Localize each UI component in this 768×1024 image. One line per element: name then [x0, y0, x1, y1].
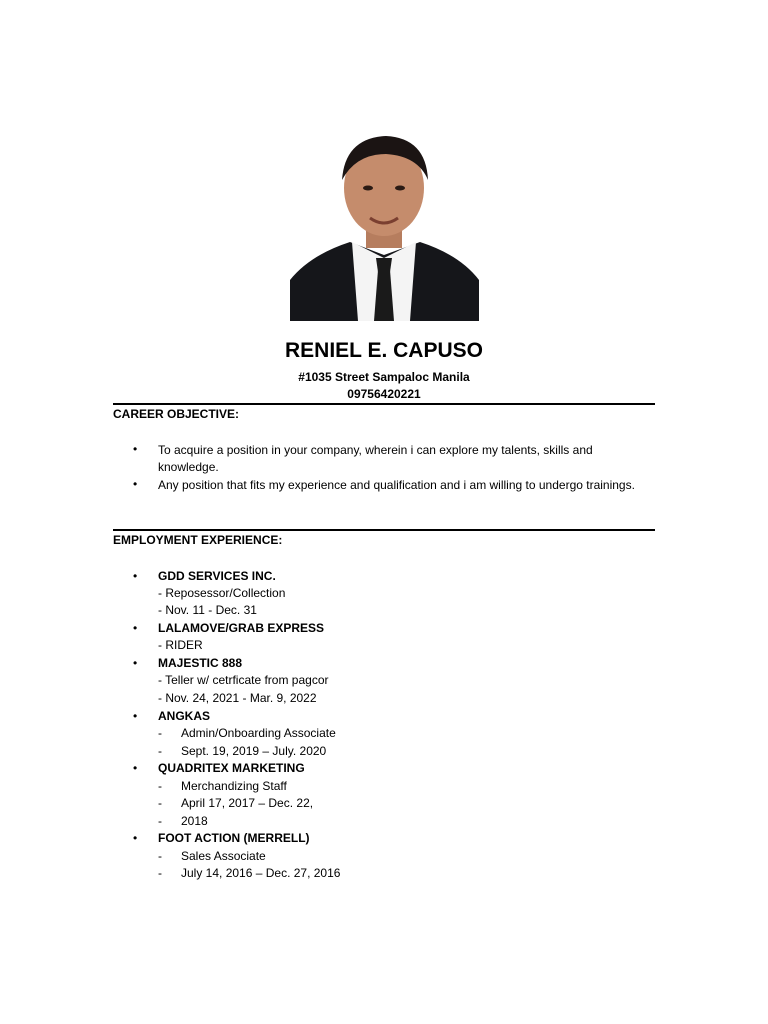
dash-marker: -	[158, 849, 162, 863]
bullet-icon: •	[133, 569, 138, 583]
applicant-name: RENIEL E. CAPUSO	[285, 339, 483, 362]
bullet-icon: •	[133, 621, 138, 635]
bullet-icon: •	[133, 656, 138, 670]
dash-marker: -	[158, 744, 162, 758]
dash-marker: -	[158, 814, 162, 828]
job-company: FOOT ACTION (MERRELL)	[158, 831, 310, 845]
job-company: ANGKAS	[158, 709, 211, 723]
job-detail: - Nov. 11 - Dec. 31	[158, 603, 257, 617]
job-detail: Sales Associate	[181, 849, 266, 863]
bullet-icon: •	[133, 831, 138, 845]
job-detail: - Nov. 24, 2021 - Mar. 9, 2022	[158, 691, 317, 705]
applicant-phone: 09756420221	[347, 387, 421, 401]
job-detail: - RIDER	[158, 638, 203, 652]
applicant-address: #1035 Street Sampaloc Manila	[298, 370, 470, 384]
job-detail: Sept. 19, 2019 – July. 2020	[181, 744, 327, 758]
dash-marker: -	[158, 726, 162, 740]
dash-marker: -	[158, 779, 162, 793]
job-detail: Admin/Onboarding Associate	[181, 726, 336, 740]
employment-heading: EMPLOYMENT EXPERIENCE:	[113, 533, 283, 547]
profile-photo	[290, 130, 479, 321]
bullet-icon: •	[133, 477, 138, 491]
dash-marker: -	[158, 866, 162, 880]
bullet-icon: •	[133, 761, 138, 775]
job-detail: April 17, 2017 – Dec. 22,	[181, 796, 314, 810]
bullet-icon: •	[133, 709, 138, 723]
job-detail: Merchandizing Staff	[181, 779, 287, 793]
job-detail: 2018	[181, 814, 208, 828]
job-company: LALAMOVE/GRAB EXPRESS	[158, 621, 325, 635]
job-detail: July 14, 2016 – Dec. 27, 2016	[181, 866, 341, 880]
job-company: QUADRITEX MARKETING	[158, 761, 305, 775]
bullet-icon: •	[133, 442, 138, 456]
objective-item: To acquire a position in your company, wherein i can explore my talents, skills and knowledge.	[158, 443, 593, 474]
job-company: MAJESTIC 888	[158, 656, 243, 670]
job-company: GDD SERVICES INC.	[158, 569, 276, 583]
objective-item: Any position that fits my experience and qualification and i am willing to undergo trainings.	[158, 478, 635, 492]
divider	[113, 403, 655, 405]
career-objective-heading: CAREER OBJECTIVE:	[113, 407, 240, 421]
job-detail: - Teller w/ cetrficate from pagcor	[158, 673, 329, 687]
job-detail: - Reposessor/Collection	[158, 586, 286, 600]
dash-marker: -	[158, 796, 162, 810]
divider	[113, 529, 655, 531]
portrait-illustration	[290, 130, 479, 321]
